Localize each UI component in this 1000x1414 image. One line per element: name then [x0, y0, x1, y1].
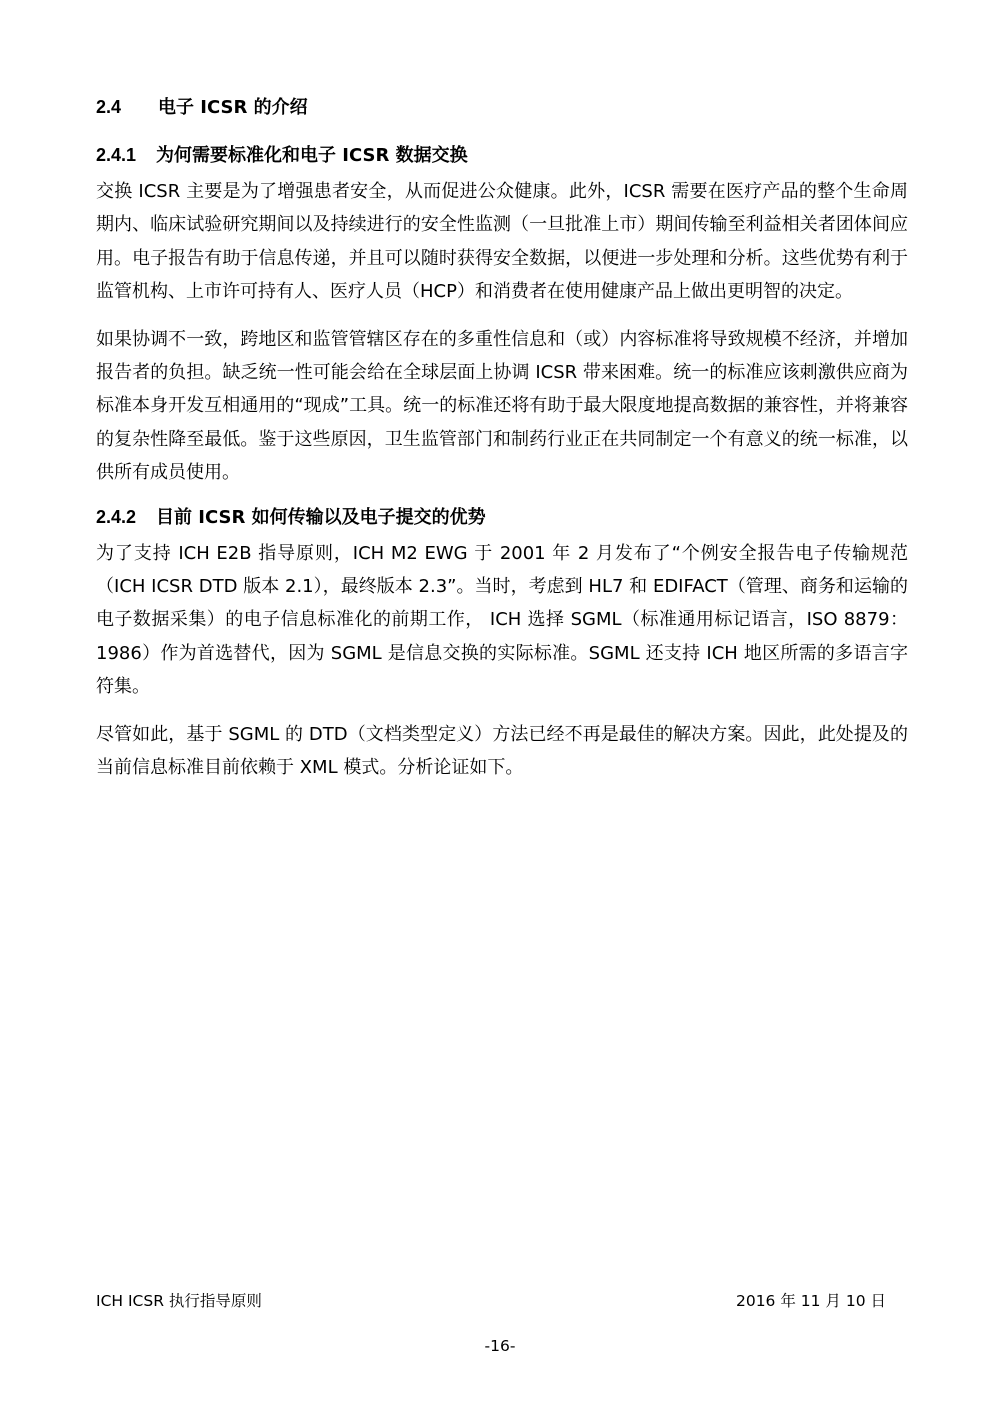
section-title: 电子 ICSR 的介绍 — [158, 97, 308, 118]
section-title: 为何需要标准化和电子 ICSR 数据交换 — [156, 145, 468, 166]
section-title: 目前 ICSR 如何传输以及电子提交的优势 — [156, 506, 486, 528]
section-number: 2.4.1 — [96, 145, 137, 165]
paragraph: 交换 ICSR 主要是为了增强患者安全，从而促进公众健康。此外，ICSR 需要在医疗产品的整个生命周期内、临床试验研究期间以及持续进行的安全性监测（一旦批准上市）期间传输至利益相关者团体间应用。电子报告有助于信息传递，并且可以随时获得安全数据，以便进一步处理和分析。这些优势有利于监管机构、上市许可持有人、医疗人员（HCP）和消费者在使用健康产品上做出更明智的决定。 — [96, 181, 908, 303]
page-content — [96, 88, 908, 799]
section-heading-2-4 — [96, 94, 908, 121]
paragraph: 为了支持 ICH E2B 指导原则，ICH M2 EWG 于 2001 年 2 月发布了“个例安全报告电子传输规范（ICH ICSR DTD 版本 2.1），最终版本 2.3”。当时，考虑到 HL7 和 EDIFACT（管理、商务和运输的电子数据采集）的电子信息标准化的前期工作， ICH 选择 SGML（标准通用标记语言，ISO 8879：1986）作为首选替代，因为 SGML 是信息交换的实际标准。SGML 还支持 ICH 地区所需的多语言字符集。 — [96, 542, 908, 698]
footer-date: 2016 年 11 月 10 日 — [735, 1292, 886, 1310]
section-number: 2.4 — [96, 97, 122, 117]
paragraph: 尽管如此，基于 SGML 的 DTD（文档类型定义）方法已经不再是最佳的解决方案。因此，此处提及的当前信息标准目前依赖于 XML 模式。分析论证如下。 — [96, 723, 908, 779]
section-number: 2.4.2 — [96, 506, 137, 527]
footer-document-title: ICH ICSR 执行指导原则 — [96, 1292, 262, 1310]
section-heading-2-4-2 — [96, 504, 908, 531]
section-heading-2-4-1 — [96, 142, 908, 169]
page-number: -16- — [484, 1337, 516, 1355]
paragraph: 如果协调不一致，跨地区和监管管辖区存在的多重性信息和（或）内容标准将导致规模不经济，并增加报告者的负担。缺乏统一性可能会给在全球层面上协调 ICSR 带来困难。统一的标准应该刺激供应商为标准本身开发互相通用的“现成”工具。统一的标准还将有助于最大限度地提高数据的兼容性，并将兼容的复杂性降至最低。鉴于这些原因，卫生监管部门和制药行业正在共同制定一个有意义的统一标准，以供所有成员使用。 — [96, 328, 908, 484]
